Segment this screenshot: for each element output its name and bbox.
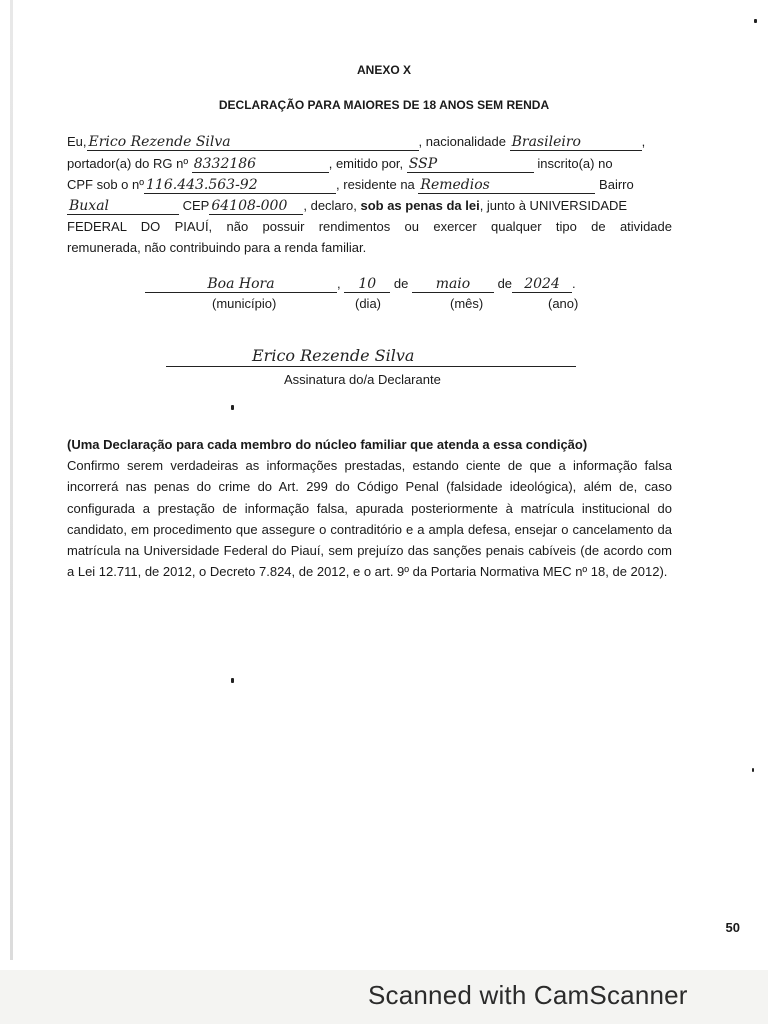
day-field: 10 (344, 277, 390, 293)
signature-line (166, 366, 576, 367)
cep-field: 64108-000 (209, 199, 303, 215)
year-caption: (ano) (548, 296, 579, 311)
municipality-caption: (município) (212, 296, 277, 311)
form-line-5: FEDERAL DO PIAUÍ, não possuir rendimentos ou exercer qualquer tipo de atividade (67, 219, 672, 234)
municipality-field: Boa Hora (145, 277, 337, 293)
nationality-field: Brasileiro (510, 135, 642, 151)
address-field: Remedios (418, 178, 595, 194)
scan-speck (754, 19, 757, 23)
form-line-2: portador(a) do RG nº 8332186 , emitido por, SSP inscrito(a) no (67, 156, 613, 172)
form-line-6: remunerada, não contribuindo para a renda familiar. (67, 240, 367, 255)
scan-speck (231, 678, 234, 683)
form-line-1: Eu, Erico Rezende Silva , nacionalidade Brasileiro , (67, 134, 646, 150)
name-field: Erico Rezende Silva (87, 135, 419, 151)
month-field: maio (412, 277, 494, 293)
signature-handwriting: Erico Rezende Silva (252, 346, 415, 365)
form-line-3: CPF sob o nº 116.443.563-92 , residente na Remedios Bairro (67, 177, 634, 193)
year-field: 2024 (512, 277, 572, 293)
notice-body: Confirmo serem verdadeiras as informações prestadas, estando ciente de que a informação falsa incorrerá nas penas do crime do Art. 299 do Código Penal (falsidade ideológica), além de, caso configurada a prestação de informação falsa, apurada posteriormente à matrícula institucional do candidato, em procedimento que assegure o contraditório e a ampla defesa, ensejar o cancelamento da matrícula na Universidade Federal do Piauí, sem prejuízo das sanções penais cabíveis (de acordo com a Lei 12.711, de 2012, o Decreto 7.824, de 2012, e o art. 9º da Portaria Normativa MEC nº 18, de 2012). (67, 458, 672, 580)
day-caption: (dia) (355, 296, 382, 311)
issuer-field: SSP (407, 157, 534, 173)
month-caption: (mês) (450, 296, 484, 311)
cpf-field: 116.443.563-92 (144, 178, 336, 194)
page-number: 50 (725, 920, 740, 935)
place-date-line: Boa Hora , 10 de maio de 2024 . (145, 276, 576, 293)
declaration-title: DECLARAÇÃO PARA MAIORES DE 18 ANOS SEM RENDA (218, 98, 550, 112)
form-line-4: Buxal CEP 64108-000 , declaro, sob as penas da lei, junto à UNIVERSIDADE (69, 198, 628, 214)
notice-heading: (Uma Declaração para cada membro do núcleo familiar que atenda a essa condição) (67, 437, 588, 452)
annex-title: ANEXO X (356, 63, 411, 77)
rg-field: 8332186 (192, 157, 329, 173)
camscanner-watermark: Scanned with CamScanner (368, 980, 688, 1010)
scan-speck (231, 405, 234, 410)
neighborhood-field: Buxal (67, 199, 179, 215)
page-edge-shadow (10, 0, 13, 960)
scan-speck (752, 768, 754, 772)
signature-caption: Assinatura do/a Declarante (284, 372, 441, 387)
